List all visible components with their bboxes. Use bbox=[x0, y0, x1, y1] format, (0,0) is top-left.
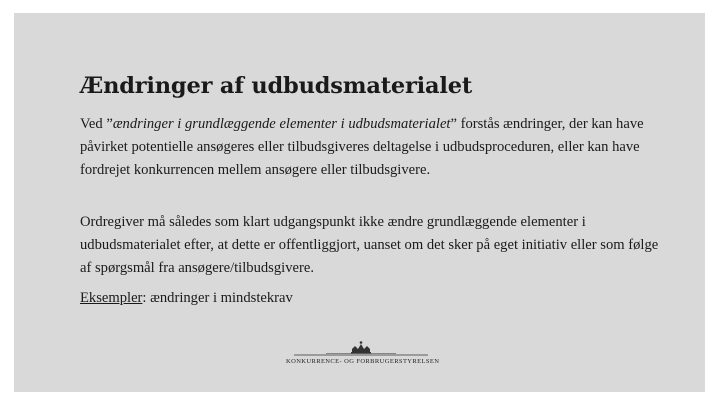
agency-logo bbox=[286, 339, 440, 369]
slide-title: Ændringer af udbudsmaterialet bbox=[80, 73, 473, 99]
slide bbox=[14, 13, 705, 392]
paragraph-definition-prefix: Ved ” bbox=[80, 116, 113, 132]
examples-text: ændringer i mindstekrav bbox=[150, 290, 293, 306]
paragraph-examples bbox=[80, 287, 670, 310]
paragraph-definition bbox=[80, 113, 670, 183]
paragraph-definition-suffix: ” forstås ændringer, der kan have påvirket potentielle ansøgeres eller tilbudsgiveres deltagelse i udbudsproceduren, eller kan have fordrejet konkurrencen mellem ansøgere eller tilbudsgivere. bbox=[80, 116, 644, 179]
crown-logo-icon bbox=[286, 339, 436, 359]
agency-logo-text: KONKURRENCE- OG FORBRUGERSTYRELSEN bbox=[286, 358, 440, 365]
paragraph-rule: Ordregiver må således som klart udgangspunkt ikke ændre grundlæggende elementer i udbudsmaterialet efter, at dette er offentliggjort, uanset om det sker på eget initiativ eller som følge af spørgsmål fra ansøgere/tilbudsgivere. bbox=[80, 214, 659, 277]
examples-label: Eksempler bbox=[80, 290, 143, 306]
paragraph-definition-emphasis: ændringer i grundlæggende elementer i udbudsmaterialet bbox=[112, 116, 451, 132]
examples-separator: : bbox=[142, 290, 151, 306]
